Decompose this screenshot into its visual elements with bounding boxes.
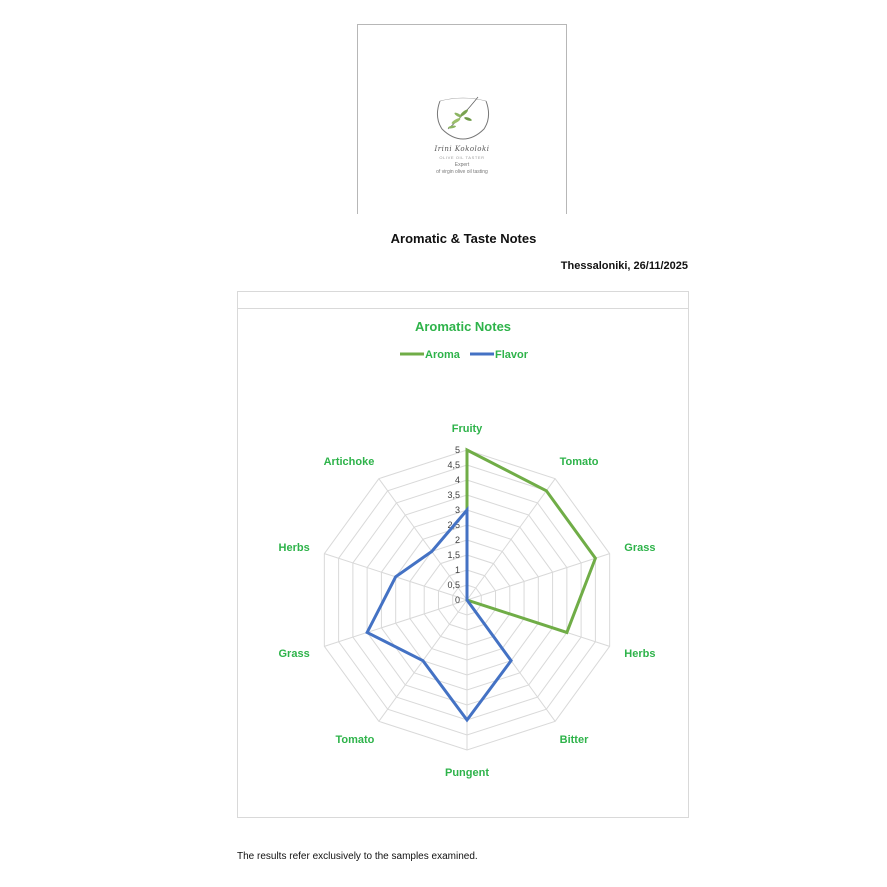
category-label: Grass bbox=[278, 648, 310, 661]
chart-legend bbox=[400, 349, 529, 361]
series-line-flavor bbox=[367, 510, 511, 720]
category-label: Artichoke bbox=[323, 455, 375, 468]
grid-spoke bbox=[467, 479, 555, 600]
results-disclaimer: The results refer exclusively to the samples examined. bbox=[237, 851, 478, 862]
chart-title: Aromatic Notes bbox=[414, 319, 512, 334]
legend-label-flavor: Flavor bbox=[495, 349, 529, 361]
logo-tagline-line2: of virgin olive oil tasting bbox=[436, 169, 488, 175]
category-label: Tomato bbox=[335, 734, 375, 747]
category-label: Tomato bbox=[559, 455, 599, 468]
logo-role: OLIVE OIL TASTER bbox=[439, 155, 485, 160]
category-label: Herbs bbox=[278, 541, 310, 554]
place-date: Thessaloniki, 26/11/2025 bbox=[560, 260, 688, 272]
radial-tick-label: 0,5 bbox=[447, 580, 460, 590]
radial-tick-label: 1,5 bbox=[447, 550, 460, 560]
radial-tick-label: 4,5 bbox=[447, 460, 460, 470]
radial-tick-label: 1 bbox=[454, 565, 460, 575]
series-line-aroma bbox=[467, 450, 595, 632]
radial-tick-label: 4 bbox=[454, 475, 460, 485]
category-label: Fruity bbox=[451, 423, 483, 435]
document-title: Aromatic & Taste Notes bbox=[390, 231, 537, 246]
category-label: Bitter bbox=[559, 734, 589, 747]
radial-tick-label: 2,5 bbox=[447, 520, 460, 530]
category-label: Grass bbox=[624, 541, 656, 554]
legend-label-aroma: Aroma bbox=[425, 349, 460, 361]
radial-tick-label: 5 bbox=[454, 445, 460, 455]
logo-name: Irini Kokoloki bbox=[434, 145, 490, 153]
category-label: Herbs bbox=[624, 648, 656, 661]
radial-tick-label: 0 bbox=[454, 595, 460, 605]
radial-tick-label: 2 bbox=[454, 535, 460, 545]
radial-tick-label: 3 bbox=[454, 505, 460, 515]
logo-tagline-line1: Expert bbox=[454, 162, 470, 168]
radial-tick-label: 3,5 bbox=[447, 490, 460, 500]
category-label: Pungent bbox=[445, 767, 489, 779]
